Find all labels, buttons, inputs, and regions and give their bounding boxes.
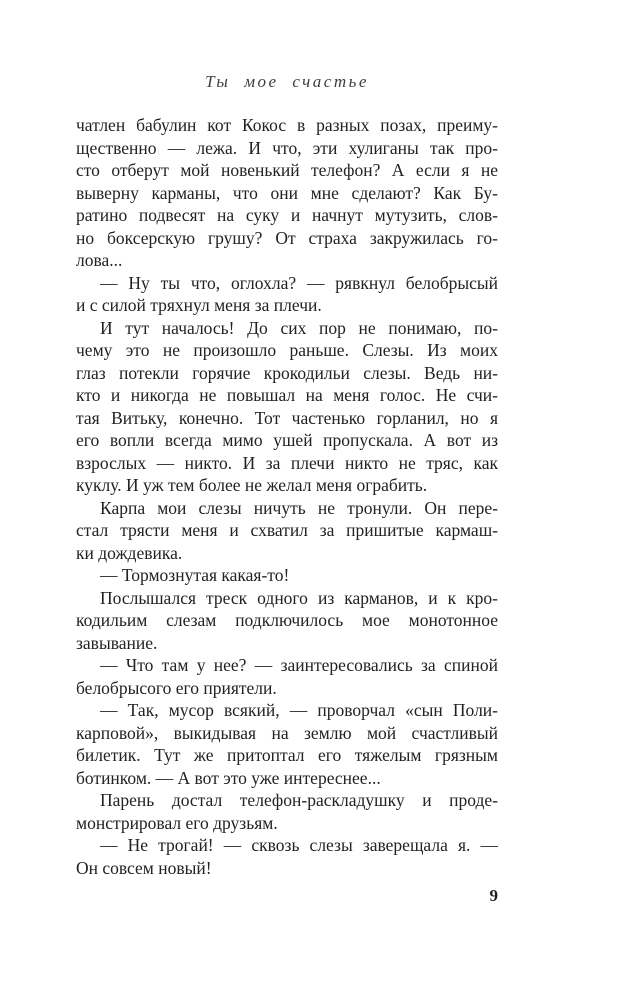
text-line: сто отберут мой новенький телефон? А если я не [76,160,498,180]
text-line: ратино подвесят на суку и начнут мутузить, слов- [76,205,498,225]
text-line: — Тормознутая какая-то! [100,565,290,585]
text-line: ботинком. — А вот это уже интереснее... [76,767,381,788]
text-line: тая Витьку, конечно. Тот частенько горланил, но я [76,407,498,428]
text-line: стал трясти меня и схватил за пришитые кармаш- [76,520,498,540]
text-line: кодильим слезам подключилось мое монотонное [76,610,498,630]
text-line: ки дождевика. [76,542,183,563]
text-line: — Что там у нее? — заинтересовались за спиной [100,655,498,675]
text-line: его вопли всегда мимо ушей пропускала. А вот из [76,430,498,450]
text-line: чатлен бабулин кот Кокос в разных позах, преиму- [76,115,498,135]
text-line: монстрировал его друзьям. [76,812,278,833]
text-line: но боксерскую грушу? От страха закружилась го- [76,227,498,248]
text-line: — Не трогай! — сквозь слезы заверещала я. — [100,835,498,855]
text-line: куклу. И уж тем более не желал меня ограбить. [76,475,428,495]
text-line: билетик. Тут же притоптал его тяжелым грязным [76,745,498,765]
running-header: Ты мое счастье [205,72,369,91]
text-line: И тут началось! До сих пор не понимаю, по- [100,317,498,338]
text-line: Послышался треск одного из карманов, и к кро- [100,587,498,608]
text-line: и с силой тряхнул меня за плечи. [76,295,322,315]
text-line: глаз потекли горячие крокодильи слезы. Ведь ни- [76,362,498,383]
text-line: взрослых — никто. И за плечи никто не тряс, как [76,452,498,473]
text-line: лова... [76,250,123,270]
text-line: — Ну ты что, оглохла? — рявкнул белобрысый [100,272,498,293]
text-line: Карпа мои слезы ничуть не тронули. Он пере- [100,497,498,518]
text-line: Парень достал телефон-раскладушку и проде- [100,790,498,810]
text-line: белобрысого его приятели. [76,677,277,698]
body-text [76,114,498,879]
text-line: кто и никогда не повышал на меня голос. Не счи- [76,385,498,405]
text-line: чему это не произошло раньше. Слезы. Из моих [76,340,498,360]
text-line: щественно — лежа. И что, эти хулиганы так про- [76,137,498,158]
page-number: 9 [489,886,498,905]
text-line: завывание. [76,632,158,653]
text-line: карповой», выкидывая на землю мой счастливый [76,722,498,743]
text-line: выверну карманы, что они мне сделают? Как Бу- [76,182,498,203]
text-line: Он совсем новый! [76,857,212,878]
text-line: — Так, мусор всякий, — проворчал «сын Поли- [100,700,498,720]
